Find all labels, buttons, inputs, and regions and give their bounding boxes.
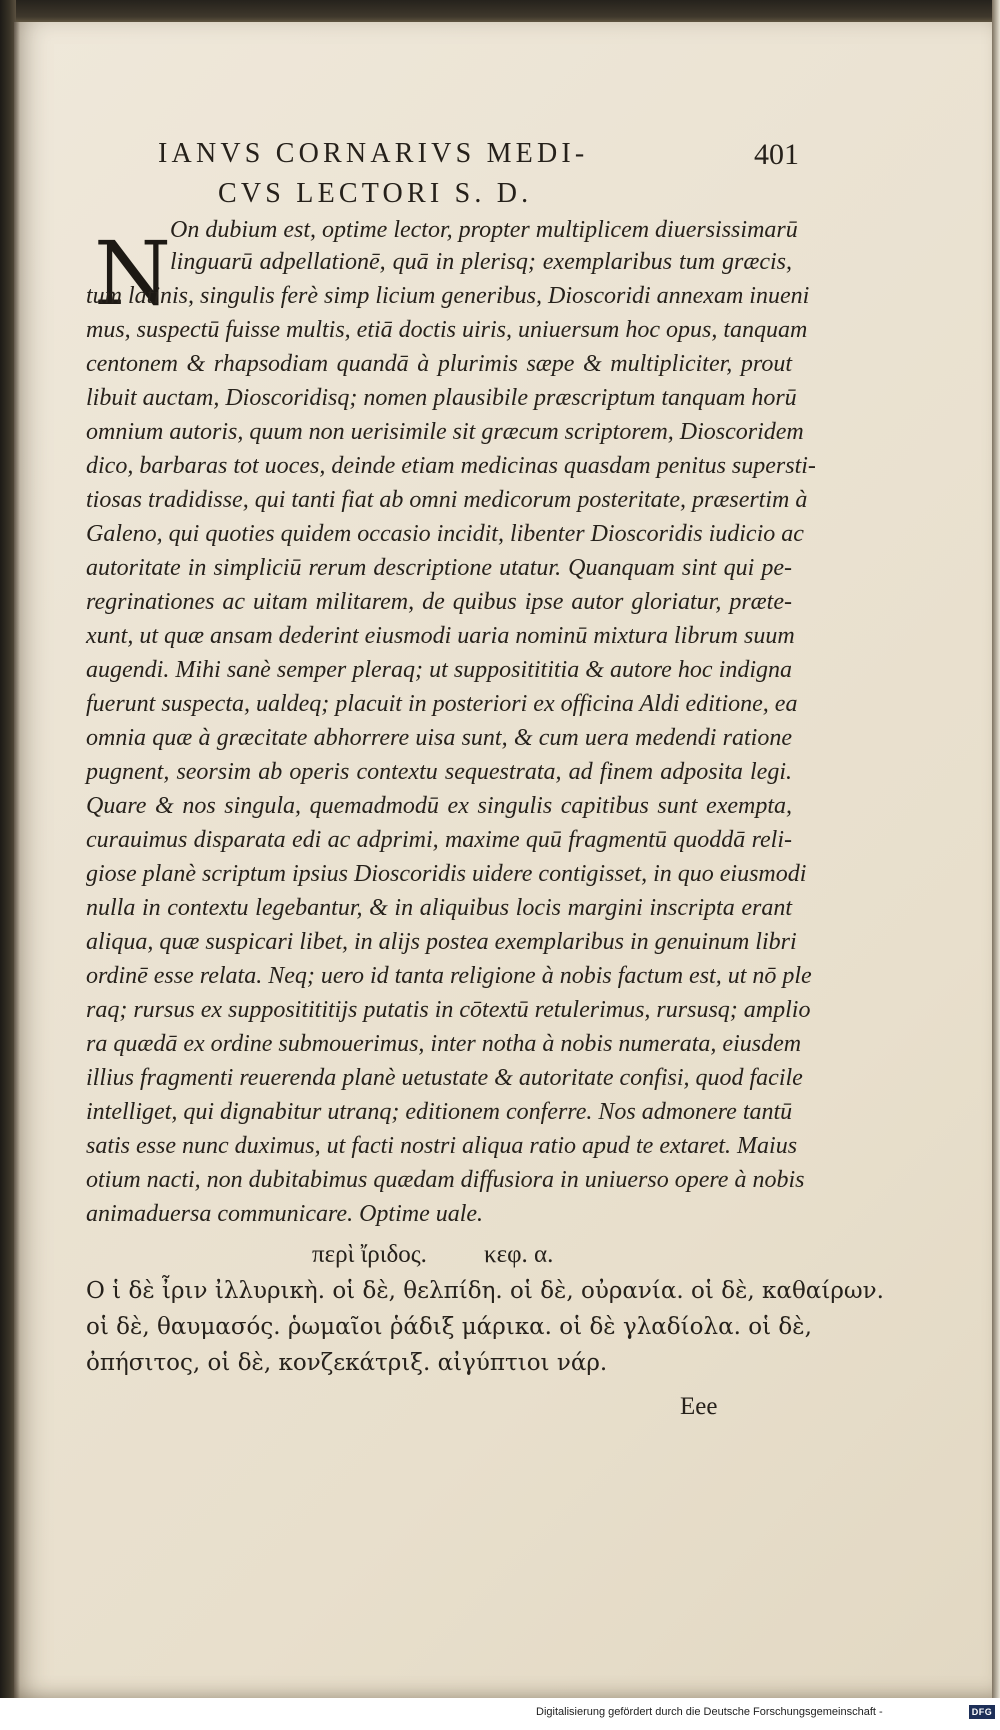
text-line: xunt, ut quæ ansam dederint eiusmodi uaria nominū mixtura librum suum <box>86 623 795 649</box>
text-line: fuerunt suspecta, ualdeq; placuit in posteriori ex officina Aldi editione, ea <box>86 691 798 717</box>
text-line: omnia quæ à græcitate abhorrere uisa sunt, & cum uera medendi ratione <box>86 725 792 751</box>
running-header-line-2: CVS LECTORI S. D. <box>218 178 533 209</box>
text-line: animaduersa communicare. Optime uale. <box>86 1201 484 1227</box>
text-line: On dubium est, optime lector, propter multiplicem diuersissimarū <box>170 217 798 243</box>
text-line: aliqua, quæ suspicari libet, in alijs postea exemplaribus in genuinum libri <box>86 929 797 955</box>
text-line: centonem & rhapsodiam quandā à plurimis sæpe & multipliciter, prout <box>86 351 792 377</box>
greek-chapter-title: περὶ ἴριδος. <box>312 1241 427 1268</box>
text-line: augendi. Mihi sanè semper pleraq; ut suppositititia & autore hoc indigna <box>86 657 792 683</box>
text-line: giose planè scriptum ipsius Dioscoridis uidere contigisset, in quo eiusmodi <box>86 861 807 887</box>
page-number: 401 <box>754 138 799 171</box>
text-line: intelliget, qui dignabitur utranq; editionem conferre. Nos admonere tantū <box>86 1099 793 1125</box>
text-line: dico, barbaras tot uoces, deinde etiam medicinas quasdam penitus supersti- <box>86 453 816 479</box>
text-line: otium nacti, non dubitabimus quædam diffusiora in uniuerso opere à nobis <box>86 1167 805 1193</box>
funding-note: Digitalisierung gefördert durch die Deutsche Forschungsgemeinschaft - <box>536 1706 883 1718</box>
running-header-line-1: IANVS CORNARIVS MEDI- <box>158 138 589 169</box>
greek-text-line: Ο ἱ δὲ ἶριν ἰλλυρικὴ. οἱ δὲ, θελπίδη. οἱ δὲ, οὐρανία. οἱ δὲ, καθαίρων. <box>86 1278 884 1304</box>
text-line: omnium autoris, quum non uerisimile sit græcum scriptorem, Dioscoridem <box>86 419 804 445</box>
text-line: mus, suspectū fuisse multis, etiā doctis uiris, uniuersum hoc opus, tanquam <box>86 317 808 343</box>
text-line: tum latinis, singulis ferè simp licium generibus, Dioscoridi annexam inueni <box>86 283 810 309</box>
text-line: pugnent, seorsim ab operis contextu sequestrata, ad finem adposita legi. <box>86 759 792 785</box>
text-line: satis esse nunc duximus, ut facti nostri aliqua ratio apud te extaret. Maius <box>86 1133 798 1159</box>
text-line: ordinē esse relata. Neq; uero id tanta religione à nobis factum est, ut nō ple <box>86 963 812 989</box>
text-line: nulla in contextu legebantur, & in aliquibus locis margini inscripta erant <box>86 895 792 921</box>
text-line: regrinationes ac uitam militarem, de quibus ipse autor gloriatur, præte- <box>86 589 792 615</box>
scan-shadow-top <box>0 0 1000 24</box>
dfg-logo: DFG <box>969 1705 995 1719</box>
text-line: Galeno, qui quoties quidem occasio incidit, libenter Dioscoridis iudicio ac <box>86 521 804 547</box>
text-line: Quare & nos singula, quemadmodū ex singulis capitibus sunt exempta, <box>86 793 792 819</box>
book-page <box>14 22 992 1698</box>
text-line: libuit auctam, Dioscoridisq; nomen plausibile præscriptum tanquam horū <box>86 385 797 411</box>
signature-mark: Eee <box>680 1393 718 1420</box>
text-line: illius fragmenti reuerenda planè uetustate & autoritate confisi, quod facile <box>86 1065 803 1091</box>
text-line: autoritate in simpliciū rerum descriptione utatur. Quanquam sint qui pe- <box>86 555 792 581</box>
greek-text-line: ὀπήσιτος, οἱ δὲ, κονζεκάτριξ. αἰγύπτιοι νάρ. <box>86 1350 608 1376</box>
text-line: linguarū adpellationē, quā in plerisq; exemplaribus tum græcis, <box>170 249 792 275</box>
text-line: curauimus disparata edi ac adprimi, maxime quū fragmentū quoddā reli- <box>86 827 792 853</box>
text-line: raq; rursus ex suppositititijs putatis in cōtextū retulerimus, rursusq; amplio <box>86 997 811 1023</box>
drop-cap-initial: N <box>94 222 171 325</box>
text-line: tiosas tradidisse, qui tanti fiat ab omni medicorum posteritate, præsertim à <box>86 487 808 513</box>
scan-edge-right <box>992 0 1000 1700</box>
page-gutter-shadow <box>14 22 20 1698</box>
greek-chapter-number: κεφ. α. <box>484 1241 554 1268</box>
greek-text-line: οἱ δὲ, θαυμασός. ῥωμαῖοι ῥάδιξ μάρικα. οἱ δὲ γλαδίολα. οἱ δὲ, <box>86 1314 812 1340</box>
text-line: ra quædā ex ordine submouerimus, inter notha à nobis numerata, eiusdem <box>86 1031 802 1057</box>
